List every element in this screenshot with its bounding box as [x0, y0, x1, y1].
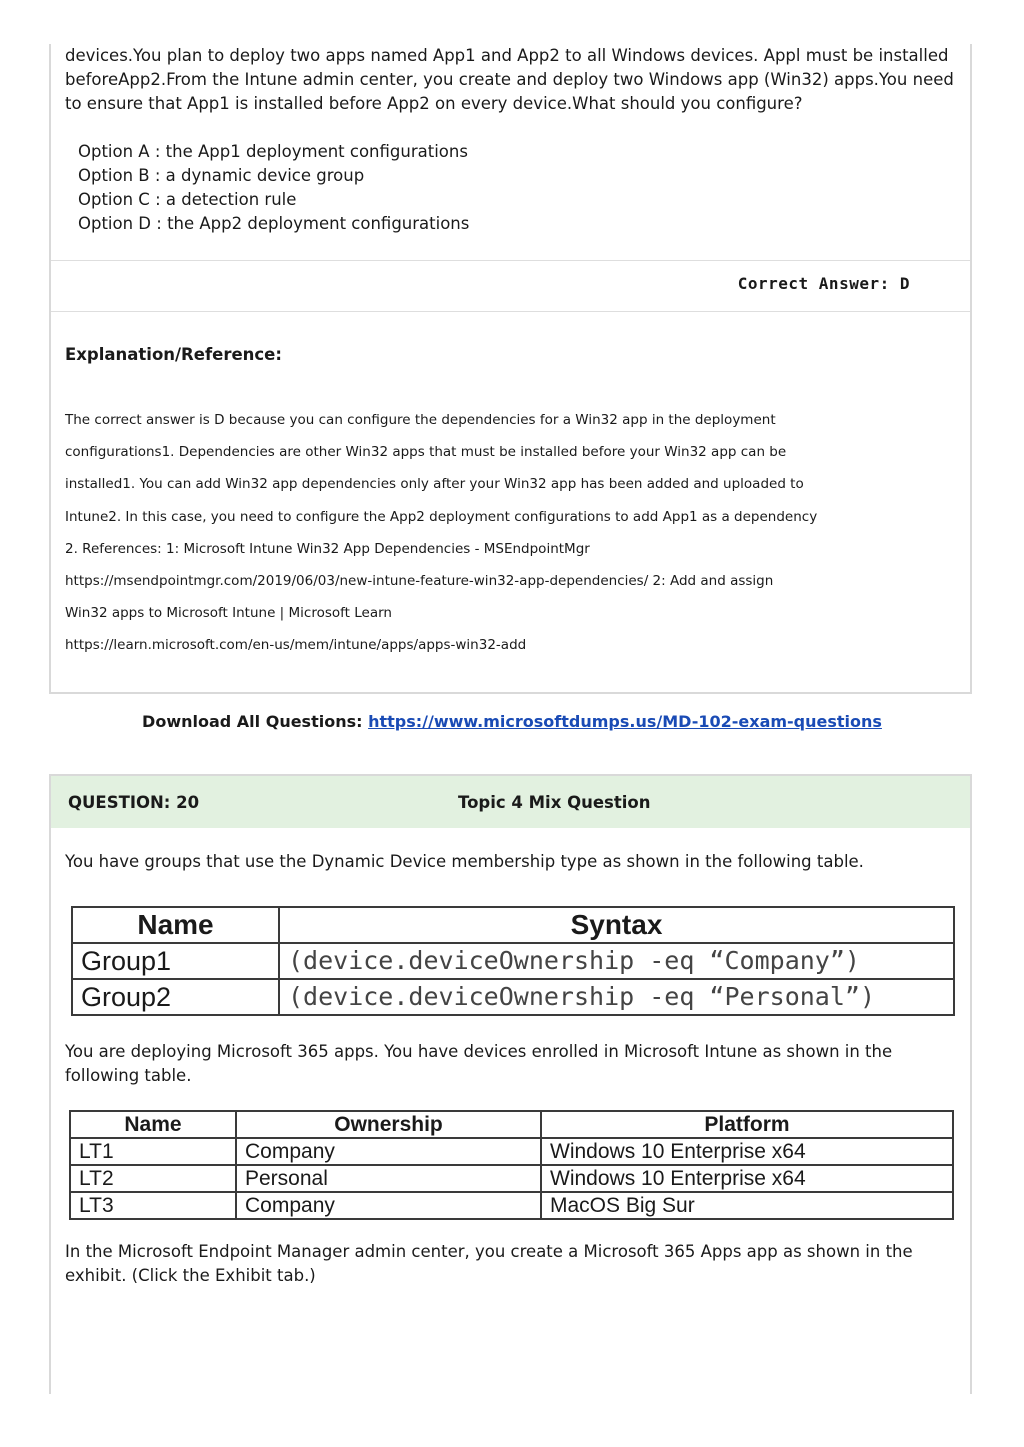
table-cell: LT1: [70, 1138, 236, 1165]
explanation-title: Explanation/Reference:: [65, 345, 282, 364]
option-b: Option B : a dynamic device group: [78, 166, 365, 185]
explanation-line: 2. References: 1: Microsoft Intune Win32 App Dependencies - MSEndpointMgr: [65, 540, 590, 557]
exhibit-text: In the Microsoft Endpoint Manager admin center, you create a Microsoft 365 Apps app as shown in the exhibit. (Click the Exhibit tab.): [65, 1242, 913, 1285]
table-row: [70, 1165, 953, 1192]
table-cell: Group2: [72, 979, 279, 1015]
table-cell: (device.deviceOwnership -eq “Personal”): [279, 979, 954, 1015]
table-header: Ownership: [236, 1111, 541, 1138]
download-banner: [0, 712, 1024, 731]
explanation-line: https://learn.microsoft.com/en-us/mem/intune/apps/apps-win32-add: [65, 637, 527, 654]
table-cell: Windows 10 Enterprise x64: [541, 1138, 953, 1165]
explanation-line: configurations1. Dependencies are other Win32 apps that must be installed before your Win32 app can be: [65, 444, 787, 461]
table-cell: Group1: [72, 943, 279, 979]
table-cell: Company: [236, 1192, 541, 1219]
groups-table: [71, 906, 955, 1016]
answer-options: [78, 140, 469, 236]
divider: [51, 311, 970, 312]
question-text: devices.You plan to deploy two apps named App1 and App2 to all Windows devices. Appl must be installed beforeApp2.From the Intune admin center, you create and deploy two Windows app (Win32) apps.You need to ensure that App1 is installed before App2 on every device.What should you configure?: [65, 46, 954, 113]
table-cell: LT3: [70, 1192, 236, 1219]
devices-intro: You are deploying Microsoft 365 apps. You have devices enrolled in Microsoft Intune as shown in the following table.: [65, 1042, 893, 1085]
table-cell: LT2: [70, 1165, 236, 1192]
table-row: [72, 979, 954, 1015]
question-header: [51, 776, 970, 828]
download-label: Download All Questions:: [142, 712, 363, 731]
divider: [51, 260, 970, 261]
table-header: Name: [72, 907, 279, 943]
explanation-line: installed1. You can add Win32 app dependencies only after your Win32 app has been added and uploaded to: [65, 476, 804, 493]
table-header: Syntax: [279, 907, 954, 943]
correct-answer: Correct Answer: D: [737, 274, 910, 293]
question-intro: You have groups that use the Dynamic Device membership type as shown in the following table.: [65, 852, 864, 871]
table-header: Platform: [541, 1111, 953, 1138]
table-cell: Personal: [236, 1165, 541, 1192]
question-19-card: [49, 44, 972, 694]
table-row: [70, 1192, 953, 1219]
option-a: Option A : the App1 deployment configurations: [78, 142, 468, 161]
table-row: [72, 943, 954, 979]
table-cell: Windows 10 Enterprise x64: [541, 1165, 953, 1192]
download-link[interactable]: https://www.microsoftdumps.us/MD-102-exam-questions: [368, 712, 882, 731]
question-topic: Topic 4 Mix Question: [458, 793, 651, 812]
question-20-card: [49, 774, 972, 1394]
explanation-line: Intune2. In this case, you need to configure the App2 deployment configurations to add App1 as a dependency: [65, 508, 818, 525]
question-number: QUESTION: 20: [68, 793, 200, 812]
table-header: Name: [70, 1111, 236, 1138]
table-cell: Company: [236, 1138, 541, 1165]
option-d: Option D : the App2 deployment configurations: [78, 214, 470, 233]
table-cell: (device.deviceOwnership -eq “Company”): [279, 943, 954, 979]
explanation-line: Win32 apps to Microsoft Intune | Microsoft Learn: [65, 605, 392, 622]
explanation-body: [65, 410, 945, 668]
table-cell: MacOS Big Sur: [541, 1192, 953, 1219]
option-c: Option C : a detection rule: [78, 190, 297, 209]
explanation-line: https://msendpointmgr.com/2019/06/03/new-intune-feature-win32-app-dependencies/ 2: Add and assign: [65, 572, 774, 589]
devices-table: [69, 1110, 954, 1220]
table-row: [70, 1138, 953, 1165]
explanation-line: The correct answer is D because you can configure the dependencies for a Win32 app in the deployment: [65, 412, 776, 428]
